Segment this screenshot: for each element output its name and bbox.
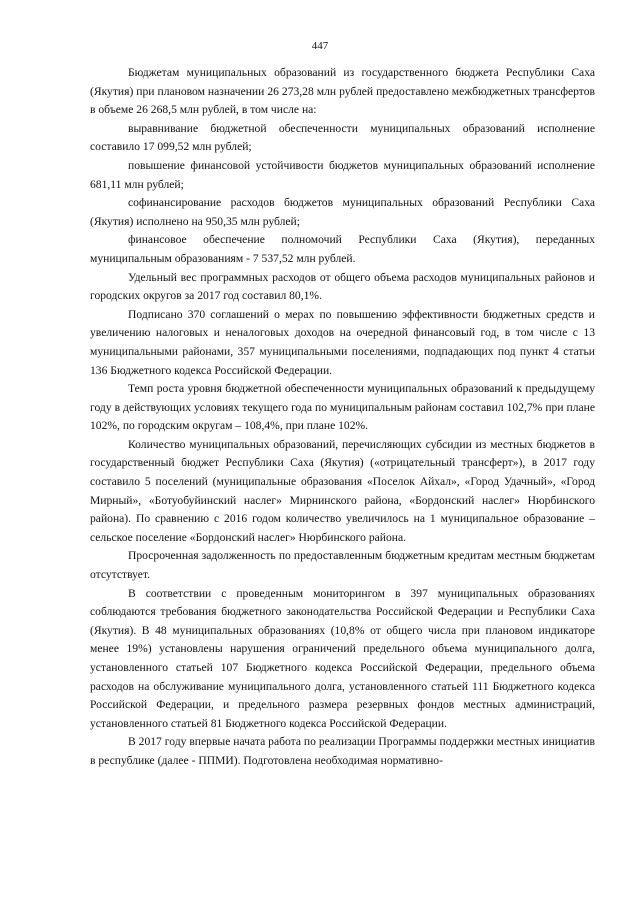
paragraph-agreements: Подписано 370 соглашений о мерах по повышению эффективности бюджетных средств и увеличению налоговых и неналоговых доходов на очередной финансовый год, в том числе с 13 муниципальными районами, 357 муниципальными поселениями, подпадающих под пункт 4 статьи 136 Бюджетного кодекса Российской Федерации. — [90, 307, 595, 377]
paragraph-equalization: выравнивание бюджетной обеспеченности муниципальных образований исполнение составило 17 099,52 млн рублей; — [90, 121, 595, 154]
paragraph-transfers-intro: Бюджетам муниципальных образований из государственного бюджета Республики Саха (Якутия) при плановом назначении 26 273,28 млн рублей предоставлено межбюджетных трансфертов в объеме 26 268,5 млн рублей, в том числе на: — [90, 66, 595, 117]
paragraph-overdue-debt: Просроченная задолженность по предоставленным бюджетным кредитам местным бюджетам отсутствует. — [90, 549, 595, 582]
paragraph-growth-rate: Темп роста уровня бюджетной обеспеченности муниципальных образований к предыдущему году в действующих условиях текущего года по муниципальным районам составил 102,7% при плане 102%, по городским округам – 108,4%, при плане 102%. — [90, 382, 595, 433]
paragraph-program-share: Удельный вес программных расходов от общего объема расходов муниципальных районов и городских округов за 2017 год составил 80,1%. — [90, 270, 595, 303]
paragraph-cofinancing: софинансирование расходов бюджетов муниципальных образований Республики Саха (Якутия) исполнено на 950,35 млн рублей; — [90, 196, 595, 228]
paragraph-negative-transfer: Количество муниципальных образований, перечисляющих субсидии из местных бюджетов в государственный бюджет Республики Саха (Якутия) («отрицательный трансферт»), в 2017 году составило 5 поселений (муниципальные образования «Поселок Айхал», «Город Удачный», «Город Мирный», «Ботуобуйинский наслег» Мирнинского района, «Бордонский наслег» Нюрбинского района). По сравнению с 2016 годом количество увеличилось на 1 муниципальное образование – сельское поселение «Бордонский наслег» Нюрбинского района. — [90, 437, 595, 544]
paragraph-stability: повышение финансовой устойчивости бюджетов муниципальных образований исполнение 681,11 млн рублей; — [90, 158, 595, 191]
paragraph-monitoring: В соответствии с проведенным мониторингом в 397 муниципальных образованиях соблюдаются требования бюджетного законодательства Российской Федерации и Республики Саха (Якутия). В 48 муниципальных образованиях (10,8% от общего числа при плановом индикаторе менее 19%) установлены нарушения ограничений предельного объема муниципального долга, установленного статьей 107 Бюджетного кодекса Российской Федерации, предельного объема расходов на обслуживание муниципального долга, установленного статьей 111 Бюджетного кодекса Российской Федерации, и предельного размера резервных фондов местных администраций, установленного статьей 81 Бюджетного кодекса Российской Федерации. — [90, 586, 595, 730]
paragraph-powers-funding: финансовое обеспечение полномочий Республики Саха (Якутия), переданных муниципальным образованиям - 7 537,52 млн рублей. — [90, 233, 595, 265]
page-number: 447 — [311, 40, 329, 52]
document-body — [90, 64, 595, 771]
paragraph-ppmi: В 2017 году впервые начата работа по реализации Программы поддержки местных инициатив в республике (далее - ППМИ). Подготовлена необходимая нормативно- — [90, 735, 595, 767]
